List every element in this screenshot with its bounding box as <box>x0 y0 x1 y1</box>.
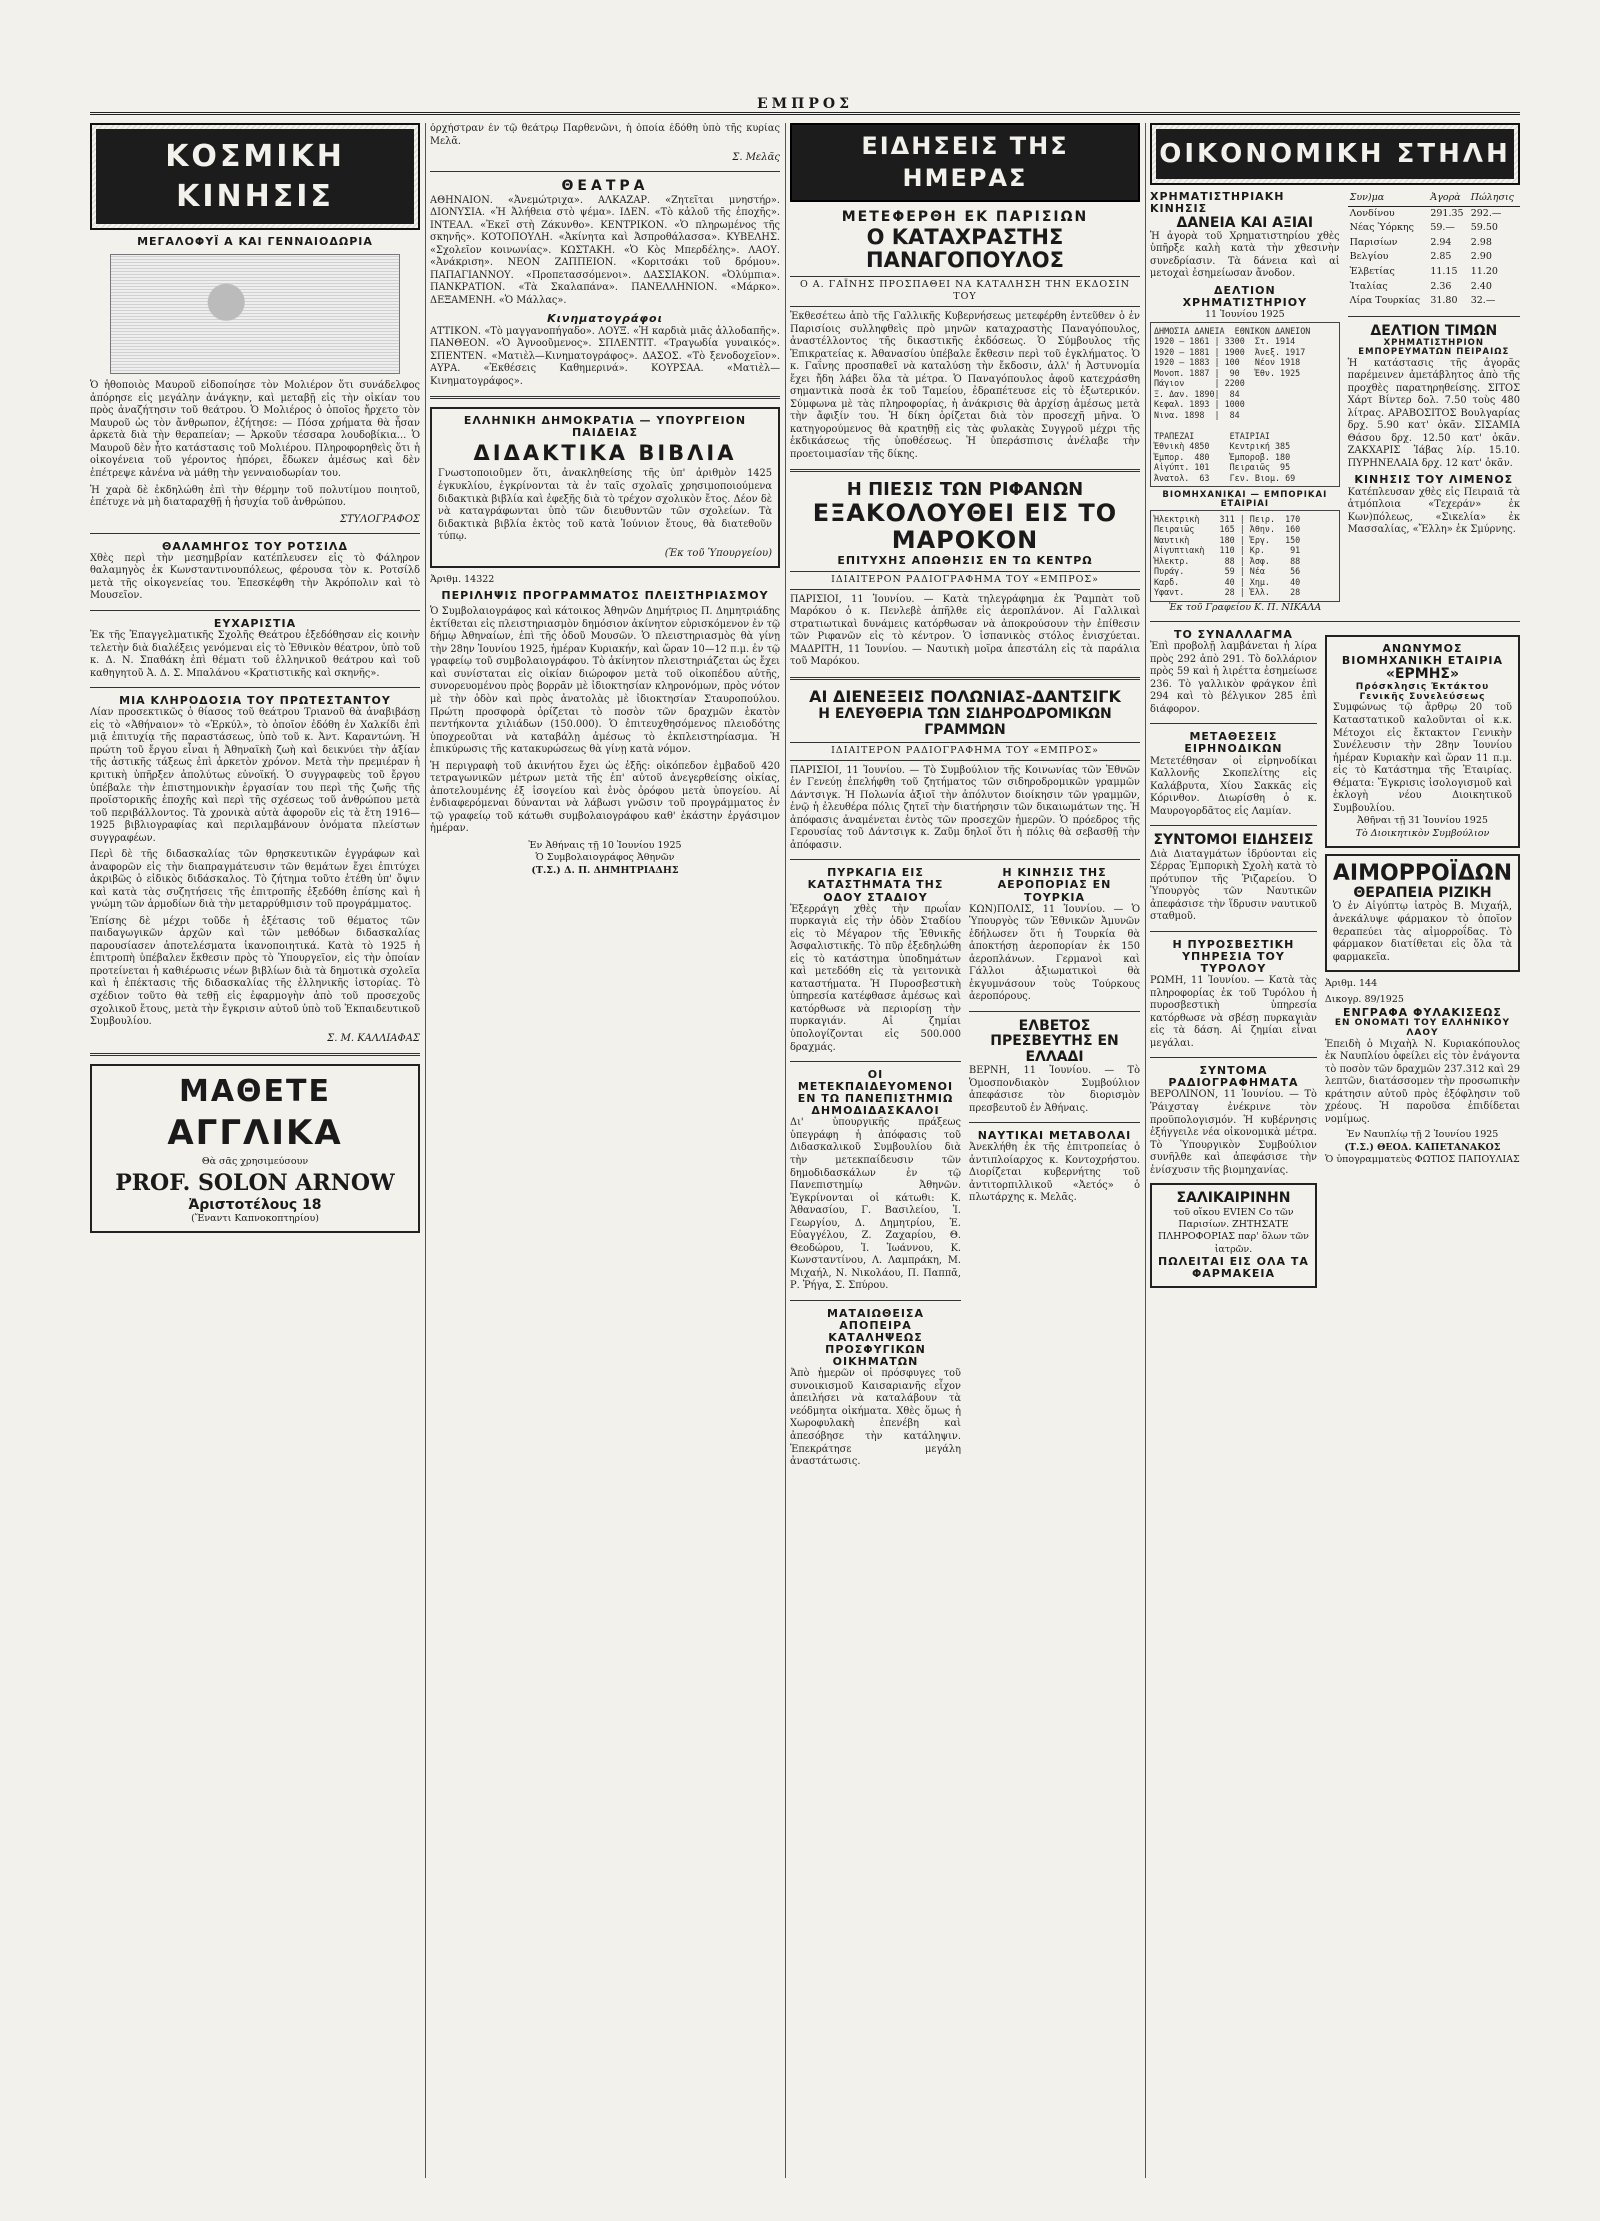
hemo-body: Ὁ ἐν Αἰγύπτῳ ἰατρὸς Β. Μιχαήλ, ἀνεκάλυψε φάρμακον τὸ ὁποῖον θεραπεύει τὰς αἱμορροΐδας. Τὸ φάρμακον διατίθεται εἰς ὅλα τὰ φαρμακεῖα. <box>1332 901 1512 963</box>
article-title: ΜΙΑ ΚΛΗΡΟΔΟΣΙΑ ΤΟΥ ΠΡΩΤΕΣΤΑΝΤΟΥ <box>119 694 391 708</box>
fx-cell-sell: 2.90 <box>1470 251 1492 263</box>
judges-title: ΜΕΤΑΘΕΣΕΙΣ ΕΙΡΗΝΟΔΙΚΩΝ <box>1184 730 1283 756</box>
economy-bottom-block <box>1150 629 1520 1294</box>
market-title: ΧΡΗΜΑΤΙΣΤΗΡΙΑΚΗ ΚΙΝΗΣΙΣ <box>1150 190 1285 216</box>
fx-cell-sell: 292.— <box>1470 207 1502 219</box>
column-theatre <box>430 123 780 2178</box>
salicairin-title: ΣΑΛΙΚΑΙΡΙΝΗΝ <box>1176 1190 1291 1207</box>
loans-title: ΔΑΝΕΙΑ ΚΑΙ ΑΞΙΑΙ <box>1176 214 1314 231</box>
school-body: Δι' ὑπουργικῆς πράξεως ὑπεγράφη ἡ ἀπόφασις τοῦ Διδασκαλικοῦ Συμβουλίου διὰ τὴν μετεκπαίδευσιν τῶν δημοδιδασκάλων ἐν τῷ Πανεπιστημίῳ Ἀθηνῶν. Ἐγκρίνονται οἱ κάτωθι: Κ. Ἀθανασίου, Γ. Βασιλείου, Ἰ. Γεωργίου, Δ. Δημητρίου, Ἐ. Εὐαγγέλου, Ζ. Ζαχαρίου, Θ. Θεοδώρου, Ἰ. Ἰωάννου, Κ. Κωνσταντίνου, Λ. Λαμπράκη, Μ. Μιχαήλ, Ν. Νικολάου, Π. Παππᾶ, Ρ. Ῥήγα, Σ. Σπύρου. <box>790 1117 961 1292</box>
fx-cell-sell: 2.40 <box>1470 280 1492 292</box>
harbour-title: ΚΙΝΗΣΙΣ ΤΟΥ ΛΙΜΕΝΟΣ <box>1354 473 1514 487</box>
fx-cell-sell: 59.50 <box>1470 222 1498 234</box>
company-date: Ἀθῆναι τῇ 31 Ἰουνίου 1925 <box>1356 815 1488 827</box>
ad-address: Ἀριστοτέλους 18 <box>188 1196 322 1213</box>
fx-cell-name: Παρισίων <box>1349 236 1398 248</box>
fx-cell-buy: 2.85 <box>1430 251 1452 263</box>
industrial-title: ΒΙΟΜΗΧΑΝΙΚΑΙ — ΕΜΠΟΡΙΚΑΙ ΕΤΑΙΡΙΑΙ <box>1162 490 1328 510</box>
fx-row <box>1348 294 1520 309</box>
divider <box>1348 316 1520 317</box>
fx-row <box>1348 250 1520 265</box>
morocco-subheadline: ΕΠΙΤΥΧΗΣ ΑΠΩΘΗΣΙΣ ΕΝ ΤΩ ΚΕΝΤΡΩ <box>837 553 1093 567</box>
fx-cell-name: Ἑλβετίας <box>1349 265 1395 277</box>
aviation-headline: Η ΚΙΝΗΣΙΣ ΤΗΣ ΑΕΡΟΠΟΡΙΑΣ ΕΝ ΤΟΥΡΚΙΑ <box>997 866 1112 904</box>
morocco-kicker: Η ΠΙΕΣΙΣ ΤΩΝ ΡΙΦΑΝΩΝ <box>846 479 1084 501</box>
radio-title: ΣΥΝΤΟΜΑ ΡΑΔΙΟΓΡΑΦΗΜΑΤΑ <box>1168 1064 1299 1090</box>
column-divider <box>785 123 786 2178</box>
divider <box>430 171 780 172</box>
illustration-image <box>110 254 400 374</box>
ministry-heading: ΔΙΔΑΚΤΙΚΑ ΒΙΒΛΙΑ <box>473 441 737 466</box>
fx-cell-buy: 291.35 <box>1430 207 1464 219</box>
notice-number: Ἀριθμ. 14322 <box>430 573 495 585</box>
short-news-title: ΣΥΝΤΟΜΟΙ ΕΙΔΗΣΕΙΣ <box>1153 832 1314 849</box>
morocco-tag: ΙΔΙΑΙΤΕΡΟΝ ΡΑΔΙΟΓΡΑΦΗΜΑ ΤΟΥ «ΕΜΠΡΟΣ» <box>790 571 1140 590</box>
judges-body: Μετετέθησαν οἱ εἰρηνοδίκαι Καλλονῆς Σκοπελίτης εἰς Καλάβρυτα, Χίου Σακκᾶς εἰς Κόρινθον. Διωρίσθη ὁ κ. Μαυρογορδᾶτος εἰς Λαμίαν. <box>1150 755 1317 817</box>
naval-body: Ἀνεκλήθη ἐκ τῆς ἐπιτροπείας ὁ ἀντιπλοίαρχος κ. Κοντοχρήστου. Διορίζεται κυβερνήτης τοῦ ἀντιτορπιλλικοῦ «Ἀετός» ὁ πλωτάρχης κ. Μελᾶς. <box>969 1142 1140 1204</box>
auction-signature: (Τ.Σ.) Δ. Π. ΔΗΜΗΤΡΙΑΔΗΣ <box>531 864 679 876</box>
divider <box>790 469 1140 472</box>
divider <box>1150 723 1317 724</box>
fx-header-currency: Συν)μα <box>1348 191 1429 206</box>
danzig-headline: ΑΙ ΔΙΕΝΕΞΕΙΣ ΠΟΛΩΝΙΑΣ-ΔΑΝΤΣΙΓΚ <box>809 686 1121 706</box>
industrial-table: Ἠλεκτρικὴ 311 | Πειρ. 170 Πειραιῶς 165 | Ἀθην. 160 Ναυτικὴ 180 | Ἐργ. 150 Αἰγυπτιακὴ 110 | Κρ. 91 Ἡλεκτρ. 88 | Ἀσφ. 88 Πυράγ. 59 | Νέα 56 Καρδ. 40 | Χημ. 40 Υφαντ. 28 | Ἑλλ. 28 <box>1150 510 1340 602</box>
english-lessons-ad <box>90 1064 420 1234</box>
divider <box>969 1011 1140 1012</box>
bulletin-title: ΔΕΛΤΙΟΝ ΧΡΗΜΑΤΙΣΤΗΡΙΟΥ <box>1182 284 1308 310</box>
market-left <box>1150 191 1340 614</box>
fx-header-buy: Ἀγορὰ <box>1428 191 1468 206</box>
divider <box>90 533 420 534</box>
naval-headline: ΝΑΥΤΙΚΑΙ ΜΕΤΑΒΟΛΑΙ <box>977 1129 1132 1143</box>
aviation-body: ΚΩΝ)ΠΟΛΙΣ, 11 Ἰουνίου. — Ὁ Ὑπουργὸς τῶν Ἐθνικῶν Ἀμυνῶν ἐδήλωσεν ὅτι ἡ Τουρκία θὰ ἀποκτήσῃ ἀεροπορίαν ἐκ 150 ἀεροπλάνων. Γερμανοὶ καὶ Γάλλοι ἀξιωματικοὶ θὰ ἐκγυμνάσουν τοὺς Τούρκους ἀεροπόρους. <box>969 903 1140 1003</box>
news-subcolumn <box>790 867 961 1468</box>
divider <box>1150 1057 1317 1058</box>
masthead: ΕΜΠΡΟΣ <box>90 95 1520 115</box>
article-signature: ΣΤΥΛΟΓΡΑΦΟΣ <box>339 513 420 525</box>
fx-row <box>1348 265 1520 280</box>
fx-row <box>1348 221 1520 236</box>
article-body: Χθὲς περὶ τὴν μεσημβρίαν κατέπλευσεν εἰς τὸ Φάληρον θαλαμηγὸς ἐκ Κωνσταντινουπόλεως, φέρουσα τὸν κ. Ροτσίλδ μετὰ τῆς οἰκογενείας του. Ἐπεσκέφθη τὴν Ἀκρόπολιν καὶ τὸ Μουσεῖον. <box>90 552 420 602</box>
divider <box>1150 931 1317 932</box>
lead-body: Ἐκθεσέτεω ἀπὸ τῆς Γαλλικῆς Κυβερνήσεως μετεφέρθη ἐντεῦθεν ὁ ἐν Παρισίοις συλληφθεὶς πρὸ μηνῶν καταχραστὴς Παναγόπουλος, ἀναστέλλοντος τῆς δικαστικῆς ἐκδόσεως. Ὁ Σύμβουλος τῆς Ἐπικρατείας κ. Ἀθανασίου ὑπέβαλε ἔκθεσιν περὶ τοῦ ἐγκλήματος. Ὁ κ. Γαΐνης προσπαθεῖ νὰ καταλύσῃ τὴν ἔκδοσιν, ἀλλ' ἡ Ἀστυνομία ἔχει ἤδη λάβει ὅλα τὰ μέτρα. Ὁ Παναγόπουλος ἀφοῦ κατεχράσθη σημαντικὰ ποσὰ ἐκ τοῦ Ταμείου, ἐδραπέτευσε εἰς τὸ ἐξωτερικόν. Σύμφωνα μὲ τὰς πληροφορίας, ἡ ἀνάκρισις θὰ ἀρχίσῃ ἀμέσως μετὰ τὴν ἄφιξίν του. Ἡ δίκη ὁρίζεται διὰ τὸν προσεχῆ μῆνα. Ὁ κατηγορούμενος θὰ κρατηθῇ εἰς τὰς φυλακὰς Συγγροῦ μέχρι τῆς ἐκδικάσεως τῆς ὑποθέσεως. Ἡ ὑπεράσπισις ἀνέλαβε τὴν προετοιμασίαν τῆς δίκης. <box>790 310 1140 460</box>
news-subcolumn <box>969 867 1140 1468</box>
column-divider <box>1145 123 1146 2178</box>
company-subtitle: Πρόσκλησις Ἐκτάκτου Γενικῆς Συνελεύσεως <box>1355 681 1490 702</box>
fx-cell-sell: 32.— <box>1470 295 1496 307</box>
hemorrhoid-ad <box>1325 854 1520 972</box>
market-right <box>1348 191 1520 614</box>
ad-headline: ΑΓΓΛΙΚΑ <box>167 1113 343 1154</box>
squatter-headline: ΜΑΤΑΙΩΘΕΙΣΑ ΑΠΟΠΕΙΡΑ ΚΑΤΑΛΗΨΕΩΣ ΠΡΟΣΦΥΓΙΚΩΝ ΟΙΚΗΜΑΤΩΝ <box>825 1306 926 1369</box>
ad-address-note: (Ἔναντι Καπνοκοπτηρίου) <box>191 1213 319 1225</box>
hemo-number: Ἀριθμ. 144 <box>1324 978 1378 990</box>
priceboard-subtitle: ΧΡΗΜΑΤΙΣΤΗΡΙΟΝ ΕΜΠΟΡΕΥΜΑΤΩΝ ΠΕΙΡΑΙΩΣ <box>1358 337 1510 358</box>
fx-header-sell: Πώλησις <box>1469 191 1520 206</box>
fx-row <box>1348 236 1520 251</box>
fx-cell-name: Λονδίνου <box>1349 207 1395 219</box>
divider <box>790 1300 961 1301</box>
fx-cell-sell: 2.98 <box>1470 236 1492 248</box>
company-signature: Τὸ Διοικητικὸν Συμβούλιον <box>1355 827 1490 839</box>
article-body: Λίαν προσεκτικῶς ὁ θίασος τοῦ θεάτρου Τριανοῦ θὰ ἀναβιβάσῃ εἰς τὸ «Ἀθήναιον» τὸ «Ἑρκύλ», τὸ ὁποῖον ἐδόθη ἐν Χαλκίδι ἐπὶ μιᾷ ἐπιτυχίᾳ τῆς παραστάσεως, ὑπὸ τοῦ κ. Ἀντ. Καραντώνη. Ἡ πρώτη τοῦ ἔργου εἶναι ἡ Ἀθηναϊκὴ ζωὴ καὶ δεικνύει τὴν ἀξίαν τῆς ἀστικῆς τάξεως ἐπὶ ἀρκετὸν χρόνον. Μετὰ τὴν πρεμιέραν ἡ κριτικὴ ὑπῆρξεν ἀπολύτως εὐνοϊκή. Ὁ συγγραφεὺς τοῦ ἔργου ὑπέβαλε τὴν ἐπιστημονικὴν ἐργασίαν του περὶ τῆς ζωῆς τῆς προϊστορικῆς ἐποχῆς καὶ περὶ τῆς σχέσεως τοῦ ἀνθρώπου μετὰ τοῦ περιβάλλοντος. Τὰ χρονικὰ αὐτὰ ἀφοροῦν εἰς τὰ ἔτη 1916—1925 βιβλιογραφίας καὶ περιλαμβάνουν ὀνόματα πλείστων συγγραφέων. <box>90 707 420 844</box>
hemo-subheadline: ΘΕΡΑΠΕΙΑ ΡΙΖΙΚΗ <box>1353 885 1492 902</box>
divider <box>1150 621 1520 622</box>
article-body: Ἐκ τῆς Ἐπαγγελματικῆς Σχολῆς Θεάτρου ἐξεδόθησαν εἰς κοινὴν τελετὴν διὰ διαλέξεις γενόμεναι εἰς τὸ Ἐθνικὸν θέατρον, ὑπὸ τοῦ κ. Δ. Ν. Σπαθάκη ἐπὶ θέματι τοῦ ἑλληνικοῦ θεάτρου καὶ τοῦ καθηγητοῦ Ἀ. Δ. Σ. Μπαλάνου «Κρατιστικῆς καὶ σκηνῆς». <box>90 630 420 679</box>
auction-body: Ἡ περιγραφὴ τοῦ ἀκινήτου ἔχει ὡς ἑξῆς: οἰκόπεδον ἐμβαδοῦ 420 τετραγωνικῶν μέτρων μετὰ τῆς ἐπ' αὐτοῦ ἀνεγερθείσης οἰκίας, ἀποτελουμένης ἐξ ἰσογείου καὶ ἑνὸς ὀρόφου μετὰ ὑπογείου. Αἱ ἐνδιαφερόμεναι δύνανται νὰ λάβωσι γνῶσιν τοῦ προγράμματος ἐν τῷ γραφείῳ τοῦ κάτωθι συμβολαιογράφου καθ' ἑκάστην ἐργάσιμον ἡμέραν. <box>430 760 780 835</box>
column-divider <box>425 123 426 2178</box>
column-social <box>90 123 420 2178</box>
divider <box>969 1122 1140 1123</box>
radio-body: ΒΕΡΟΛΙΝΟΝ, 11 Ἰουνίου. — Τὸ Ῥάιχσταγ ἐνέκρινε τὸν προϋπολογισμόν. Ἡ κυβέρνησις ἐξήγγειλε νέα οἰκονομικὰ μέτρα. Τὸ Ὑπουργικὸν Συμβούλιον συνῆλθε καὶ ἀπεφάσισε τὴν ἐνίσχυσιν τῆς βιομηχανίας. <box>1150 1089 1317 1176</box>
exchange-rate-table <box>1348 191 1520 308</box>
divider <box>790 677 1140 680</box>
article-body: ὀρχήστραν ἐν τῷ θεάτρῳ Παρθενῶνι, ἡ ὁποία ἐδόθη ὑπὸ τῆς κυρίας Μελᾶ. <box>430 123 780 147</box>
summons-title: ΕΝΓΡΑΦΑ ΦΥΛΑΚΙΣΕΩΣ <box>1343 1005 1502 1019</box>
fx-cell-buy: 2.94 <box>1430 236 1452 248</box>
fx-cell-buy: 59.— <box>1430 222 1455 234</box>
article-signature: Σ. Μ. ΚΑΛΛΙΑΦΑΣ <box>327 1032 420 1044</box>
fire-body: Ἐξερράγη χθὲς τὴν πρωΐαν πυρκαγιὰ εἰς τὴν ὁδὸν Σταδίου εἰς τὸ Μέγαρον τῆς Ἐθνικῆς Ἀσφαλιστικῆς. Τὸ πῦρ ἐξεδηλώθη εἰς τὸ κατάστημα ὑποδημάτων καὶ μετεδόθη εἰς τὰ γειτονικὰ καταστήματα. Ἡ Πυροσβεστικὴ ὑπηρεσία κατέφθασε ἀμέσως καὶ κατόρθωσε νὰ περιορίσῃ τὴν πυρκαγιάν. Αἱ ζημίαι ὑπολογίζονται εἰς 500.000 δραχμάς. <box>790 903 961 1053</box>
article-body: Ὁ ἡθοποιὸς Μαυροῦ εἰδοποίησε τὸν Μολιέρον ὅτι συνάδελφος ἀπόρησε εἰς μεγάλην ἀνάγκην, καὶ μεταβῇ εἰς τὴν οἰκίαν του πρὸς ἀναζήτησιν τοῦ θεάτρου. Ὁ Μολιέρος ὁ ὁποῖος ἤρχετο τὸν Μαυροῦ ὡς τὸν ἄνθρωπον, ἐζήτησε: — Πόσα χρήματα θὰ ἦσαν ἀρκετὰ διὰ τὴν θεραπείαν; — Ἀρκοῦν τέσσαρα λουδοβίκια... Ὁ Μαυροῦ δὲν ἦτο κατάστασις τοῦ Μολιέρου. Πληροφορηθεὶς ὅτι ἡ οἰκογένεια τοῦ γέροντος ἠπόρει, ἔδωκεν ἀμέσως καὶ δὲν ἐπέτρεψε κἀνένα νὰ μάθῃ τὴν γενναιοδωρίαν του. <box>90 380 420 479</box>
summons-body: Ἐπειδὴ ὁ Μιχαὴλ Ν. Κυριακόπουλος ἐκ Ναυπλίου ὀφείλει εἰς τὸν ἐνάγοντα τὸ ποσὸν τῶν δραχμῶν 237.312 καὶ 29 λεπτῶν, διατάσσομεν τὴν προσωπικὴν κράτησιν αὐτοῦ πρὸς ἐξόφλησιν τοῦ χρέους. Ἡ παροῦσα ἐπιδίδεται νομίμως. <box>1324 1038 1520 1125</box>
fire-headline: ΠΥΡΚΑΓΙΑ ΕΙΣ ΚΑΤΑΣΤΗΜΑΤΑ ΤΗΣ ΟΔΟΥ ΣΤΑΔΙΟΥ <box>807 866 944 904</box>
economy-subcolumn <box>1325 629 1520 1294</box>
lead-subheadline: Ο Α. ΓΑΪΝΗΣ ΠΡΟΣΠΑΘΕΙ ΝΑ ΚΑΤΑΛΗΣΗ ΤΗΝ ΕΚΔΟΣΙΝ ΤΟΥ <box>790 276 1140 307</box>
column-economy <box>1150 123 1520 2178</box>
priceboard-body: Ἡ κατάστασις τῆς ἀγορᾶς παρέμεινεν ἀμετάβλητος ἀπὸ τῆς προχθὲς παρατηρηθείσης. ΣΙΤΟΣ Χάρτ Βίντερ δολ. 7.50 τοὺς 480 λίτρας. ΑΡΑΒΟΣΙΤΟΣ Βουλγαρίας δρχ. 5.90 κατ' ὀκᾶν. ΣΙΣΑΜΙΑ Θάσου δρχ. 12.50 κατ' ὀκᾶν. ΖΑΚΧΑΡΙΣ Ἰάβας λίρ. 15.10. ΠΥΡΗΝΕΛΑΙΑ δρχ. 12 κατ' ὀκᾶν. <box>1347 357 1520 469</box>
divider <box>1150 825 1317 826</box>
morocco-body: ΠΑΡΙΣΙΟΙ, 11 Ἰουνίου. — Κατὰ τηλεγράφημα ἐκ Ῥαμπὰτ τοῦ Μαρόκου ὁ κ. Πενλεβὲ ἀπῆλθε εἰς ἀεροπλάνον. Αἱ Γαλλικαὶ στρατιωτικαὶ δυνάμεις κατόρθωσαν νὰ ἀποκρούσουν τὴν ἐπίθεσιν τῶν Ριφανῶν εἰς τὸ κέντρον. Ὁ ἱσπανικὸς στόλος ἐνισχύεται. ΜΑΔΡΙΤΗ, 11 Ἰουνίου. — Ναυτικὴ μοῖρα ἀπεστάλη εἰς τὰ παράλια τοῦ Μαρόκου. <box>790 593 1140 668</box>
ministry-title: ΕΛΛΗΝΙΚΗ ΔΗΜΟΚΡΑΤΙΑ — ΥΠΟΥΡΓΕΙΟΝ ΠΑΙΔΕΙΑΣ <box>463 414 747 440</box>
fx-cell-buy: 31.80 <box>1430 295 1458 307</box>
bulletin-date: 11 Ἰουνίου 1925 <box>1204 309 1285 321</box>
market-top-block <box>1150 191 1520 614</box>
company-name: «ΕΡΜΗΣ» <box>1385 666 1460 683</box>
economy-subcolumn <box>1150 629 1317 1294</box>
harbour-body: Κατέπλευσαν χθὲς εἰς Πειραιᾶ τὰ ἀτμόπλοια «Τεχεράν» ἐκ Κων)πόλεως, «Σικελία» ἐκ Μασσαλίας, «Ἔλλη» ἐκ Σμύρνης. <box>1347 486 1520 536</box>
fx-cell-name: Ἰταλίας <box>1349 280 1388 292</box>
stock-table: ΔΗΜΟΣΙΑ ΔΑΝΕΙΑ ΕΘΝΙΚΟΝ ΔΑΝΕΙΟΝ 1920 — 1861 | 3300 Στ. 1914 1920 — 1881 | 1900 Ἀνεξ. 1917 1920 — 1883 | 100 Νέον 1918 Μονοπ. 1887 | 90 Ἐθν. 1925 Πάγιον | 2200 Ξ. Δαν. 1890| 84 Κεφαλ. 1893 | 1000 Νινα. 1898 | 84 ΤΡΑΠΕΖΑΙ ΕΤΑΙΡΙΑΙ Ἐθνικὴ 4850 Κεντρική 385 Ἐμπορ. 480 Ἐμποροβ. 180 Αἰγύπτ. 101 Πειραιῶς 95 Ἀνατολ. 63 Γεν. Βιομ. 69 <box>1150 322 1340 488</box>
company-title: ΑΝΩΝΥΜΟΣ ΒΙΟΜΗΧΑΝΙΚΗ ΕΤΑΙΡΙΑ <box>1341 642 1504 668</box>
summons-subtitle: ΕΝ ΟΝΟΜΑΤΙ ΤΟΥ ΕΛΛΗΝΙΚΟΥ ΛΑΟΥ <box>1334 1017 1511 1038</box>
summons-signature: (Τ.Σ.) ΘΕΟΔ. ΚΑΠΕΤΑΝΑΚΟΣ <box>1344 1141 1501 1153</box>
fx-cell-sell: 11.20 <box>1470 265 1498 277</box>
danzig-body: ΠΑΡΙΣΙΟΙ, 11 Ἰουνίου. — Τὸ Συμβούλιον τῆς Κοινωνίας τῶν Ἐθνῶν ἐν Γενεύῃ ἐπελήφθη τοῦ ζητήματος τῶν σιδηροδρομικῶν γραμμῶν Δάντσιγκ. Ἡ Πολωνία ἀξιοῖ τὴν ἀπόλυτον διοίκησιν τῶν γραμμῶν, ἐνῷ ἡ ἐλευθέρα πόλις ζητεῖ τὴν διατήρησιν τῶν δικαιωμάτων της. Ἡ ἀπόφασις ἀναμένεται ἐντὸς τῶν προσεχῶν ἡμερῶν. Ὁ πρόεδρος τῆς Γερουσίας τοῦ Δάντσιγκ κ. Ζαῦμ δηλοῖ ὅτι ἡ πόλις θὰ σεβασθῇ τὴν ἀπόφασιν. <box>790 764 1140 851</box>
divider <box>790 859 1140 860</box>
section-banner-news: ΕΙΔΗΣΕΙΣ ΤΗΣ ΗΜΕΡΑΣ <box>790 123 1140 202</box>
divider <box>90 687 420 688</box>
lead-kicker: ΜΕΤΕΦΕΡΘΗ ΕΚ ΠΑΡΙΣΙΩΝ <box>841 209 1089 226</box>
tyrol-fire-title: Η ΠΥΡΟΣΒΕΣΤΙΚΗ ΥΠΗΡΕΣΙΑ ΤΟΥ ΤΥΡΟΛΟΥ <box>1172 937 1295 975</box>
divider <box>430 396 780 399</box>
ad-teacher-name: PROF. SOLON ARNOW <box>115 1169 395 1196</box>
article-body: Περὶ δὲ τῆς διδασκαλίας τῶν θρησκευτικῶν ἐγγράφων καὶ ἀναφορῶν εἰς τὴν διαπραγμάτευσιν τῶν θεμάτων ἔχει ἐπιτύχει ἀκριβῶς ὁ εἰδικὸς διδάσκαλος. Τὸ ζήτημα τοῦτο ἐτέθη ὑπ' ὄψιν καὶ κατὰ τὰς συζητήσεις τῆς ἐπιτροπῆς ἐξεδόθη ἐπίσης καὶ ἡ γνώμη τῶν ἁρμοδίων διὰ τὴν μεταρρύθμισιν τοῦ προγράμματος. <box>90 849 420 911</box>
article-signature: Σ. Μελᾶς <box>732 152 780 164</box>
danzig-subheadline: Η ΕΛΕΥΘΕΡΙΑ ΤΩΝ ΣΙΔΗΡΟΔΡΟΜΙΚΩΝ ΓΡΑΜΜΩΝ <box>818 706 1112 738</box>
morocco-headline: ΕΞΑΚΟΛΟΥΘΕΙ ΕΙΣ ΤΟ ΜΑΡΟΚΟΝ <box>812 499 1118 554</box>
swiss-envoy-headline: ΕΛΒΕΤΟΣ ΠΡΕΣΒΕΥΤΗΣ ΕΝ ΕΛΛΑΔΙ <box>990 1017 1119 1065</box>
ministry-signature: (Ἐκ τοῦ Ὑπουργείου) <box>664 547 772 559</box>
swiss-envoy-body: ΒΕΡΝΗ, 11 Ἰουνίου. — Τὸ Ὁμοσπονδιακὸν Συμβούλιον ἀπεφάσισε τὸν διορισμὸν πρεσβευτοῦ ἐν Ἀθήναις. <box>969 1065 1140 1114</box>
theatre-heading: ΘΕΑΤΡΑ <box>561 178 649 195</box>
divider <box>90 610 420 611</box>
hermes-company-notice <box>1325 635 1520 848</box>
hemo-headline: ΑΙΜΟΡΡΟΪΔΩΝ <box>1332 860 1512 886</box>
summons-signature: Ὁ ὑπογραμματεὺς ΦΩΤΙΟΣ ΠΑΠΟΥΛΙΑΣ <box>1325 1154 1520 1166</box>
fx-cell-name: Βελγίου <box>1349 251 1389 263</box>
cinema-heading: Κινηματογράφοι <box>547 312 663 326</box>
ad-tagline: Θὰ σᾶς χρησιμεύσουν <box>201 1156 309 1168</box>
divider <box>90 1053 420 1056</box>
school-headline: ΟΙ ΜΕΤΕΚΠΑΙΔΕΥΟΜΕΝΟΙ ΕΝ ΤΩ ΠΑΝΕΠΙΣΤΗΜΙΩ ΔΗΜΟΔΙΔΑΣΚΑΛΟΙ <box>797 1068 954 1118</box>
squatter-body: Ἀπὸ ἡμερῶν οἱ πρόσφυγες τοῦ συνοικισμοῦ Καισαριανῆς εἶχον ἀπειλήσει νὰ καταλάβουν τὰ νεόδμητα οἰκήματα. Χθὲς ὅμως ἡ Χωροφυλακὴ ἐπενέβη καὶ ἀπεσόβησε τὴν κατάληψιν. Ἐπεκράτησε μεγάλη ἀναστάτωσις. <box>790 1368 961 1468</box>
fx-cell-name: Λίρα Τουρκίας <box>1349 295 1421 307</box>
fx-row <box>1348 206 1520 221</box>
section-banner-kosmiki <box>90 123 420 230</box>
divider <box>790 1061 961 1062</box>
article-title: ΘΑΛΑΜΗΓΟΣ ΤΟΥ ΡΟΤΣΙΛΔ <box>162 539 348 553</box>
salicairin-body: τοῦ οἴκου EVIEN Co τῶν Παρισίων. ΖΗΤΗΣΑΤΕ ΠΛΗΡΟΦΟΡΙΑΣ παρ' ὅλων τῶν ἰατρῶν. <box>1158 1206 1309 1255</box>
short-news-body: Διὰ Διαταγμάτων ἱδρύονται εἰς Σέρρας Ἐμπορικὴ Σχολὴ κατὰ τὸ πρότυπον τῆς Ῥιζαρείου. Ὁ Ὑπουργὸς τῶν Ναυτικῶν ἀπεφάσισε τὴν ἵδρυσιν ναυτικοῦ σταθμοῦ. <box>1150 848 1317 923</box>
summons-number: Δικογρ. 89/1925 <box>1324 994 1404 1006</box>
section-banner-title: ΚΟΣΜΙΚΗ ΚΙΝΗΣΙΣ <box>96 129 414 224</box>
fx-cell-buy: 11.15 <box>1430 265 1458 277</box>
loans-body: Ἡ ἀγορὰ τοῦ Χρηματιστηρίου χθὲς ὑπῆρξε καλὴ κατὰ τὴν χθεσινὴν συνεδρίασιν. Τὰ δάνεια καὶ αἱ μετοχαὶ ἐσημείωσαν ἄνοδον. <box>1150 230 1340 280</box>
company-body: Συμφώνως τῷ ἄρθρῳ 20 τοῦ Καταστατικοῦ καλοῦνται οἱ κ.κ. Μέτοχοι εἰς ἔκτακτον Γενικὴν Συνέλευσιν τὴν 28ην Ἰουνίου ἡμέραν Κυριακὴν καὶ ὥραν 11 π.μ. εἰς τὸ Κατάστημα τῆς Ἑταιρίας. Θέματα: Ἔγκρισις ἰσολογισμοῦ καὶ ἐκλογὴ νέου Διοικητικοῦ Συμβουλίου. <box>1332 702 1512 814</box>
fx-row <box>1348 280 1520 295</box>
salicairin-ad <box>1150 1183 1317 1288</box>
column-news <box>790 123 1140 2178</box>
auction-place: Ἐν Ἀθήναις τῇ 10 Ἰουνίου 1925 <box>528 839 682 851</box>
table-source: Ἐκ τοῦ Γραφείου Κ. Π. ΝΙΚΑΛΑ <box>1168 601 1322 613</box>
tyrol-fire-body: ΡΩΜΗ, 11 Ἰουνίου. — Κατὰ τὰς πληροφορίας ἐκ τοῦ Τυρόλου ἡ πυροσβεστικὴ ὑπηρεσία κατόρθωσε νὰ σβέσῃ πυρκαγιὰν εἰς τὰ δάση. Αἱ ζημίαι εἶναι μεγάλαι. <box>1150 975 1317 1049</box>
ministry-body: Γνωστοποιοῦμεν ὅτι, ἀνακληθείσης τῆς ὑπ' ἀριθμὸν 1425 ἐγκυκλίου, ἐγκρίνονται τὰ ἐν ταῖς σχολαῖς χρησιμοποιούμενα διδακτικὰ βιβλία καὶ ἐφεξῆς διὰ τὸ τρέχον σχολικὸν ἔτος. Δέον δὲ νὰ καταγράφωνται ὑπὸ τῶν διευθυντῶν τῶν σχολείων. Τὰ διδακτικὰ βιβλία ἐκτὸς τοῦ κατὰ Ἰούνιον ἔτους, θὰ διατεθοῦν τύπῳ. <box>438 468 772 543</box>
danzig-tag: ΙΔΙΑΙΤΕΡΟΝ ΡΑΔΙΟΓΡΑΦΗΜΑ ΤΟΥ «ΕΜΠΡΟΣ» <box>790 742 1140 761</box>
exchange-title: ΤΟ ΣΥΝΑΛΛΑΓΜΑ <box>1174 628 1293 642</box>
news-two-column-block <box>790 867 1140 1468</box>
section-banner-economy <box>1150 123 1520 185</box>
priceboard-title: ΔΕΛΤΙΟΝ ΤΙΜΩΝ <box>1370 322 1498 339</box>
ministry-notice <box>430 407 780 568</box>
article-body: Ἡ χαρὰ δὲ ἐκδηλώθη ἐπὶ τὴν θέρμην τοῦ πολυτίμου ποιητοῦ, ἐπέτυχε νὰ μὴ διαταραχθῇ ἡ ἡσυχία τοῦ ἀνθρώπου. <box>90 484 420 509</box>
fx-cell-name: Νέας Ὑόρκης <box>1349 222 1414 234</box>
article-body: Ἐπίσης δὲ μέχρι τοῦδε ἡ ἐξέτασις τοῦ θέματος τῶν παιδαγωγικῶν ἀρχῶν καὶ τῶν μεθόδων διδασκαλίας παρουσίασεν ἀποτελέσματα ἱκανοποιητικά. Κατὰ τὸ 1925 ἡ ἐπιτροπὴ ὑπέβαλεν ἔκθεσιν πρὸς τὸ Ὑπουργεῖον, εἰς τὴν ὁποίαν προτείνεται ἡ καθιέρωσις νέων βιβλίων διὰ τὰ δημοτικὰ σχολεῖα καὶ ἡ ἐπέκτασις τῆς διδασκαλίας τῆς ἑλληνικῆς ἱστορίας. Τὸ σχέδιον τοῦτο θὰ τεθῇ εἰς ἐφαρμογὴν ἀπὸ τοῦ προσεχοῦς σχολικοῦ ἔτους, μετὰ τὴν ἔγκρισιν αὐτοῦ ὑπὸ τοῦ Ἐκπαιδευτικοῦ Συμβουλίου. <box>90 915 420 1028</box>
summons-place: Ἐν Ναυπλίῳ τῇ 2 Ἰουνίου 1925 <box>1346 1129 1499 1141</box>
article-title: ΕΥΧΑΡΙΣΤΙΑ <box>213 617 297 630</box>
salicairin-tag: ΠΩΛΕΙΤΑΙ ΕΙΣ ΟΛΑ ΤΑ ΦΑΡΜΑΚΕΙΑ <box>1158 1254 1309 1281</box>
lead-headline: Ο ΚΑΤΑΧΡΑΣΤΗΣ ΠΑΝΑΓΟΠΟΥΛΟΣ <box>866 224 1064 272</box>
cinema-listing: ΑΤΤΙΚΟΝ. «Τὸ μαγγανοπήγαδο». ΛΟΥΞ. «Ἡ καρδιὰ μιᾶς ἀλλοδαπῆς». ΠΑΝΘΕΟΝ. «Ὁ Ἀγνοοῦμενος». ΣΠΛΕΝΤΙΤ. «Τραγωδία γυναικός». ΣΠΕΝΤΕΝ. «Ματιὲλ—Κινηματογράφος». ΔΑΣΟΣ. «Τὸ ξενοδοχεῖον». ΑΥΡΑ. «Ἐκθέσεις Καθημερινά». ΚΟΥΡΣΑΑ. «Ματιὲλ—Κινηματογράφος». <box>430 325 780 387</box>
article-title: ΜΕΓΑΛΟΦΥΪ Α ΚΑΙ ΓΕΝΝΑΙΟΔΩΡΙΑ <box>137 235 373 249</box>
auction-body: Ὁ Συμβολαιογράφος καὶ κάτοικος Ἀθηνῶν Δημήτριος Π. Δημητριάδης ἐκτίθεται εἰς πλειστηριασμὸν δημόσιον ἀκίνητον εὑρισκόμενον ἐν τῷ δήμῳ Ἀθηναίων, ἐπὶ τῆς ὁδοῦ Μουσῶν. Ὁ πλειστηριασμὸς θὰ γίνῃ τὴν 28ην Ἰουνίου 1925, ἡμέραν Κυριακήν, καὶ ὥραν 10—12 π.μ. ἐν τῷ γραφείῳ τοῦ συμβολαιογράφου. Τὸ ἀκίνητον πλειστηριάζεται ὡς ἔχει καὶ συνίσταται εἰς οἰκίαν διώροφον μετὰ τοῦ οἰκοπέδου αὐτῆς, συνορευομένου πρὸς βορρᾶν μὲ ἰδιοκτησίαν κληρονόμων, πρὸς νότον μὲ τὴν ὁδὸν καὶ πρὸς ἀνατολὰς μὲ ἰδιοκτησίαν Σταυροπούλου. Πρώτη προσφορὰ ὁρίζεται τὸ ποσὸν τῶν δραχμῶν ἑκατὸν πεντήκοντα χιλιάδων (150.000). Ὁ ἐπιτευχθησόμενος πλειοδότης ὑποχρεοῦται νὰ καταβάλῃ ἀμέσως τὸ ἐκπλειστηρίασμα. Ἡ ἐπικύρωσις τῆς κατακυρώσεως θὰ γίνῃ κατὰ νόμον. <box>430 606 780 756</box>
exchange-body: Ἐπὶ προβολῇ λαμβάνεται ἡ λίρα πρὸς 292 ἀπὸ 291. Τὸ δολλάριον πρὸς 59 καὶ ἡ λιρέττα ἐσημείωσε 236. Τὸ γαλλικὸν φράγκον ἐπὶ 294 καὶ τὸ βέλγικον 285 ἐπὶ διάφορον. <box>1150 641 1317 715</box>
newspaper-page <box>90 95 1520 2180</box>
section-banner-title: ΟΙΚΟΝΟΜΙΚΗ ΣΤΗΛΗ <box>1156 129 1514 179</box>
theatre-listing: ΑΘΗΝΑΙΟΝ. «Ἀνεμώτριχα». ΑΛΚΑΖΑΡ. «Ζητεῖται μνηστήρ». ΔΙΟΝΥΣΙΑ. «Ἡ Ἀλήθεια στὸ ψέμα». ΙΔΕΝ. «Τὸ κἀλοῦ τῆς ἐποχῆς». ΙΝΤΕΑΛ. «Ἐκεῖ στὴ Ζάκυνθο». ΚΕΝΤΡΙΚΟΝ. «Ὁ πληρωμένος τῆς σκηνῆς». ΚΟΤΟΠΟΥΛΗ. «Ἀκίνητα καὶ Ἀσπροθάλασσα». ΚΥΒΕΛΗΣ. «Σχολεῖον κοινωνίας». ΚΩΣΤΑΚΗ. «Ὁ Κὸς Μπερδέλης». ΛΑΟΥ. «Ἀνάκριση». ΝΕΟΝ ΖΑΠΠΕΙΟΝ. «Κοριτσάκι τοῦ δρόμου». ΠΑΠΑΓΙΑΝΝΟΥ. «Προπετασσόμενοι». ΔΑΣΣΙΑΚΟΝ. «Ὀλύμπια». ΠΑΝΚΡΑΤΙΟΝ. «Τὰ Σκαλαπάνα». ΠΑΝΕΛΛΗΝΙΟΝ. «Μάρκο». ΔΕΞΑΜΕΝΗ. «Ὁ Μάλλας». <box>430 194 780 306</box>
ad-headline: ΜΑΘΕΤΕ <box>178 1073 332 1109</box>
auction-title: ΠΕΡΙΛΗΨΙΣ ΠΡΟΓΡΑΜΜΑΤΟΣ ΠΛΕΙΣΤΗΡΙΑΣΜΟΥ <box>441 589 769 603</box>
fx-cell-buy: 2.36 <box>1430 280 1452 292</box>
auction-signature: Ὁ Συμβολαιογράφος Ἀθηνῶν <box>535 852 675 864</box>
